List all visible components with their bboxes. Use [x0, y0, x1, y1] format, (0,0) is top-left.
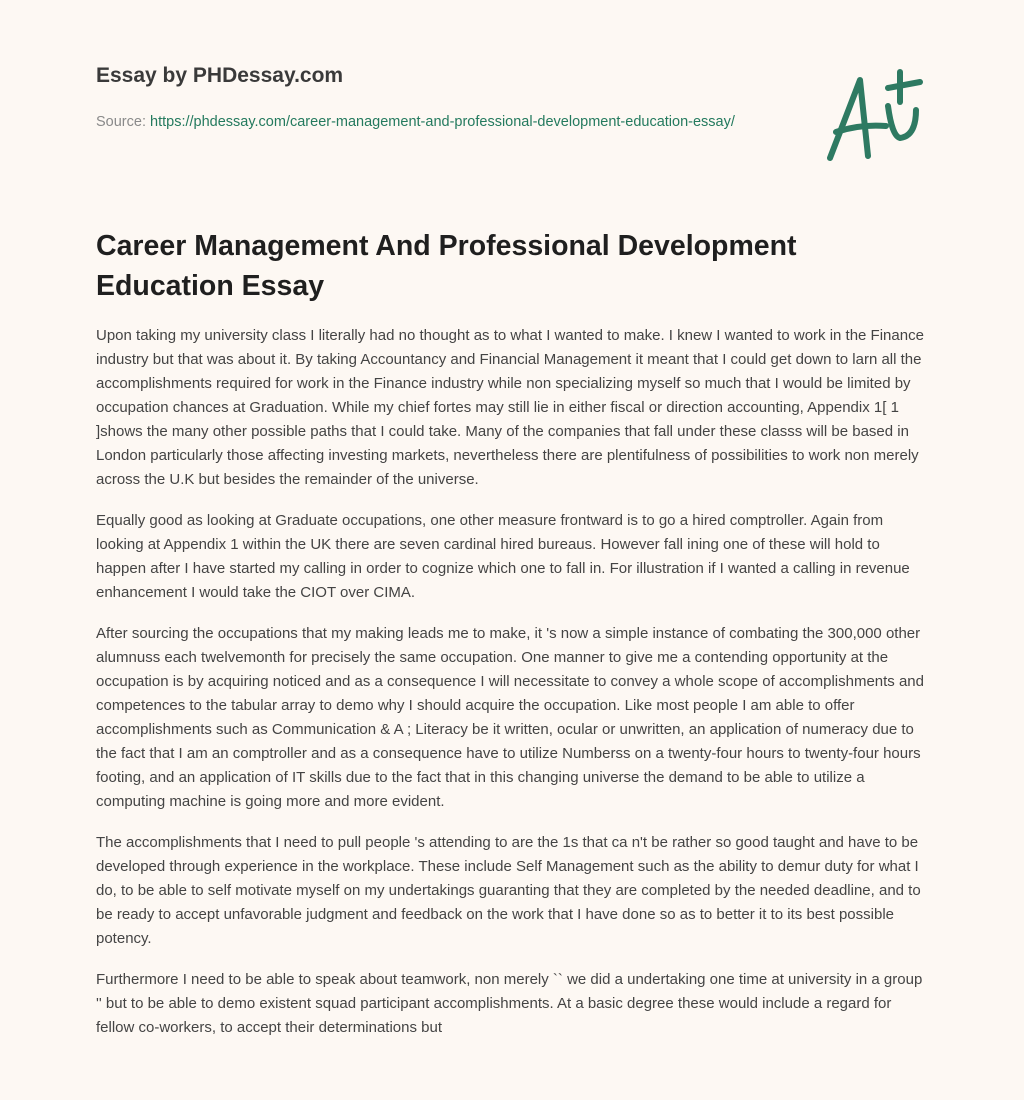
- source-label: Source:: [96, 114, 146, 130]
- site-title: Essay by PHDessay.com: [96, 64, 344, 87]
- source-line: [96, 110, 756, 134]
- essay-title: Career Management And Professional Development Education Essay: [96, 230, 797, 302]
- paragraph: Equally good as looking at Graduate occupations, one other measure frontward is to go a hired comptroller. Again from looking at Appendix 1 within the UK there are seven cardinal hired bureaus. However fall ining one of these will hold to happen after I have started my calling in order to cognize which one to fall in. For illustration if I wanted a calling in revenue enhancement I would take the CIOT over CIMA.: [96, 512, 910, 601]
- paragraph: The accomplishments that I need to pull people 's attending to are the 1s that ca n't be rather so good taught and have to be developed through experience in the workplace. These include Self Management such as the ability to demur duty for what I do, to be able to self motivate myself on my undertakings guaranting that they are completed by the needed deadline, and to be ready to accept unfavorable judgment and feedback on the work that I have done so as to better it to its best possible potency.: [96, 834, 921, 947]
- essay-body: [96, 324, 932, 1057]
- header: [96, 64, 756, 134]
- a-plus-logo-icon: [820, 66, 930, 166]
- paragraph: Furthermore I need to be able to speak about teamwork, non merely `` we did a undertaking one time at university in a group '' but to be able to demo existent squad participant accomplishments. At a basic degree these would include a regard for fellow co-workers, to accept their determinations but: [96, 971, 923, 1036]
- paragraph: After sourcing the occupations that my making leads me to make, it 's now a simple instance of combating the 300,000 other alumnuss each twelvemonth for precisely the same occupation. One manner to give me a contending opportunity at the occupation is by acquiring noticed and as a consequence I will necessitate to convey a whole scope of accomplishments and competences to the tabular array to demo why I should acquire the occupation. Like most people I am able to offer accomplishments such as Communication & A ; Literacy be it written, ocular or unwritten, an application of numeracy due to the fact that I am an comptroller and as a consequence have to utilize Numberss on a twenty-four hours to twenty-four hours footing, and an application of IT skills due to the fact that in this changing universe the demand to be able to utilize a computing machine is going more and more evident.: [96, 625, 924, 810]
- paragraph: Upon taking my university class I literally had no thought as to what I wanted to make. I knew I wanted to work in the Finance industry but that was about it. By taking Accountancy and Financial Management it meant that I could get down to larn all the accomplishments required for work in the Finance industry while non specializing myself so much that I would be limited by occupation chances at Graduation. While my chief fortes may still lie in either fiscal or direction accounting, Appendix 1[ 1 ]shows the many other possible paths that I could take. Many of the companies that fall under these classs will be based in London particularly those affecting investing markets, nevertheless there are plentifulness of possibilities to work non merely across the U.K but besides the remainder of the universe.: [96, 327, 924, 488]
- source-link[interactable]: https://phdessay.com/career-management-and-professional-development-education-essay/: [150, 114, 735, 130]
